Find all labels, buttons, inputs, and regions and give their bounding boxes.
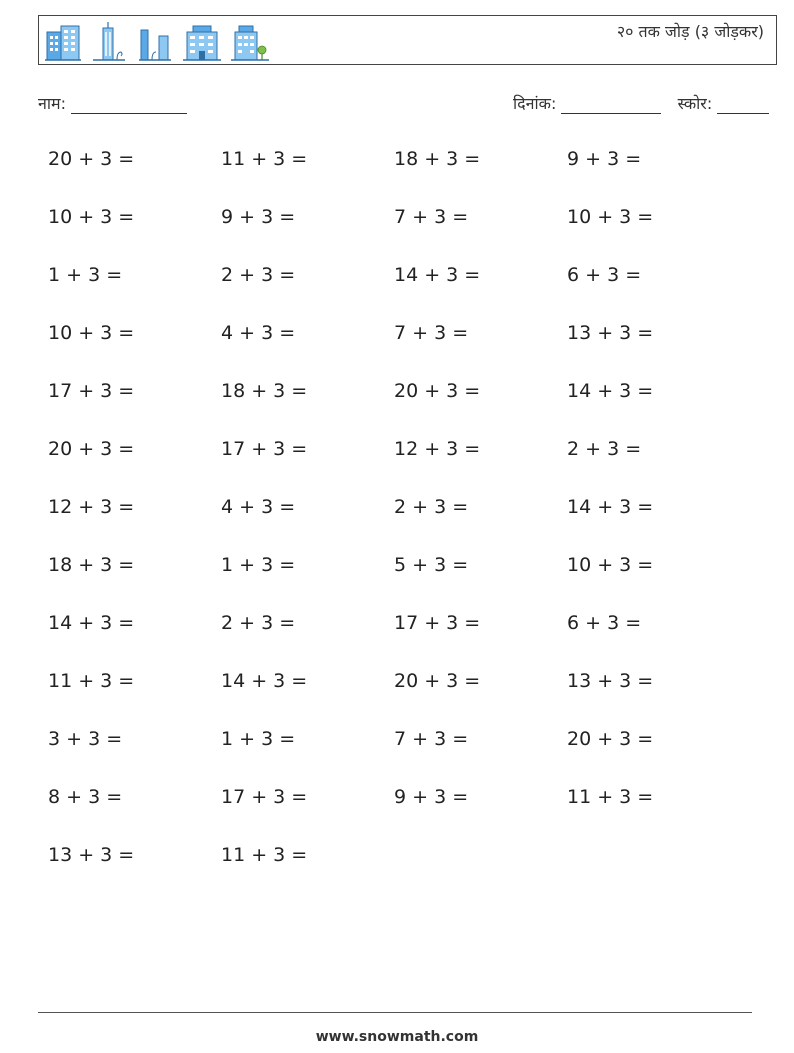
addition-problem: 10 + 3 = bbox=[48, 206, 135, 228]
addition-problem: 4 + 3 = bbox=[221, 496, 296, 518]
problem-row bbox=[48, 786, 748, 816]
date-label: दिनांक: bbox=[513, 94, 557, 113]
addition-problem: 20 + 3 = bbox=[567, 728, 654, 750]
tower-icon bbox=[91, 22, 127, 62]
problem-row bbox=[48, 322, 748, 352]
addition-problem: 14 + 3 = bbox=[394, 264, 481, 286]
addition-problem: 18 + 3 = bbox=[48, 554, 135, 576]
addition-problem: 13 + 3 = bbox=[567, 670, 654, 692]
addition-problem: 11 + 3 = bbox=[221, 844, 308, 866]
building-icons bbox=[45, 20, 269, 62]
problem-row bbox=[48, 438, 748, 468]
addition-problem: 17 + 3 = bbox=[48, 380, 135, 402]
addition-problem: 10 + 3 = bbox=[48, 322, 135, 344]
addition-problem: 20 + 3 = bbox=[394, 380, 481, 402]
addition-problem: 1 + 3 = bbox=[48, 264, 123, 286]
addition-problem: 2 + 3 = bbox=[567, 438, 642, 460]
problem-row bbox=[48, 670, 748, 700]
name-blank bbox=[71, 95, 187, 114]
building-with-tree-icon bbox=[231, 22, 269, 62]
addition-problem: 11 + 3 = bbox=[221, 148, 308, 170]
problem-row bbox=[48, 844, 748, 874]
addition-problem: 14 + 3 = bbox=[567, 380, 654, 402]
addition-problem: 17 + 3 = bbox=[221, 786, 308, 808]
addition-problem: 6 + 3 = bbox=[567, 264, 642, 286]
addition-problem: 13 + 3 = bbox=[567, 322, 654, 344]
addition-problem: 17 + 3 = bbox=[221, 438, 308, 460]
problem-row bbox=[48, 206, 748, 236]
addition-problem: 5 + 3 = bbox=[394, 554, 469, 576]
addition-problem: 14 + 3 = bbox=[48, 612, 135, 634]
problem-row bbox=[48, 264, 748, 294]
addition-problem: 18 + 3 = bbox=[221, 380, 308, 402]
addition-problem: 12 + 3 = bbox=[48, 496, 135, 518]
worksheet-header bbox=[38, 15, 777, 65]
worksheet-title: २० तक जोड़ (३ जोड़कर) bbox=[616, 22, 764, 41]
problem-row bbox=[48, 148, 748, 178]
addition-problem: 17 + 3 = bbox=[394, 612, 481, 634]
addition-problem: 7 + 3 = bbox=[394, 728, 469, 750]
addition-problem: 7 + 3 = bbox=[394, 206, 469, 228]
footer-website: www.snowmath.com bbox=[315, 1029, 479, 1045]
addition-problem: 11 + 3 = bbox=[48, 670, 135, 692]
apartment-building-icon bbox=[183, 22, 221, 62]
date-score-fields bbox=[513, 92, 769, 114]
addition-problem: 20 + 3 = bbox=[394, 670, 481, 692]
problem-row bbox=[48, 612, 748, 642]
score-label: स्कोर: bbox=[677, 94, 713, 113]
addition-problem: 2 + 3 = bbox=[394, 496, 469, 518]
addition-problem: 12 + 3 = bbox=[394, 438, 481, 460]
addition-problem: 3 + 3 = bbox=[48, 728, 123, 750]
addition-problem: 6 + 3 = bbox=[567, 612, 642, 634]
addition-problem: 9 + 3 = bbox=[394, 786, 469, 808]
skyscrapers-icon bbox=[137, 22, 173, 62]
addition-problem: 8 + 3 = bbox=[48, 786, 123, 808]
addition-problem: 14 + 3 = bbox=[221, 670, 308, 692]
addition-problem: 2 + 3 = bbox=[221, 612, 296, 634]
date-blank bbox=[561, 95, 661, 114]
problem-row bbox=[48, 380, 748, 410]
addition-problem: 4 + 3 = bbox=[221, 322, 296, 344]
addition-problem: 11 + 3 = bbox=[567, 786, 654, 808]
addition-problem: 20 + 3 = bbox=[48, 438, 135, 460]
addition-problem: 9 + 3 = bbox=[221, 206, 296, 228]
addition-problem: 14 + 3 = bbox=[567, 496, 654, 518]
addition-problem: 13 + 3 = bbox=[48, 844, 135, 866]
addition-problem: 18 + 3 = bbox=[394, 148, 481, 170]
footer-divider bbox=[38, 1012, 752, 1013]
addition-problem: 10 + 3 = bbox=[567, 206, 654, 228]
problem-row bbox=[48, 554, 748, 584]
addition-problem: 1 + 3 = bbox=[221, 554, 296, 576]
addition-problem: 9 + 3 = bbox=[567, 148, 642, 170]
addition-problem: 7 + 3 = bbox=[394, 322, 469, 344]
name-label: नाम: bbox=[38, 94, 66, 113]
problem-row bbox=[48, 496, 748, 526]
problem-row bbox=[48, 728, 748, 758]
office-building-icon bbox=[45, 22, 81, 62]
name-field bbox=[38, 92, 187, 114]
score-blank bbox=[717, 95, 769, 114]
addition-problem: 10 + 3 = bbox=[567, 554, 654, 576]
addition-problem: 2 + 3 = bbox=[221, 264, 296, 286]
addition-problem: 1 + 3 = bbox=[221, 728, 296, 750]
addition-problem: 20 + 3 = bbox=[48, 148, 135, 170]
